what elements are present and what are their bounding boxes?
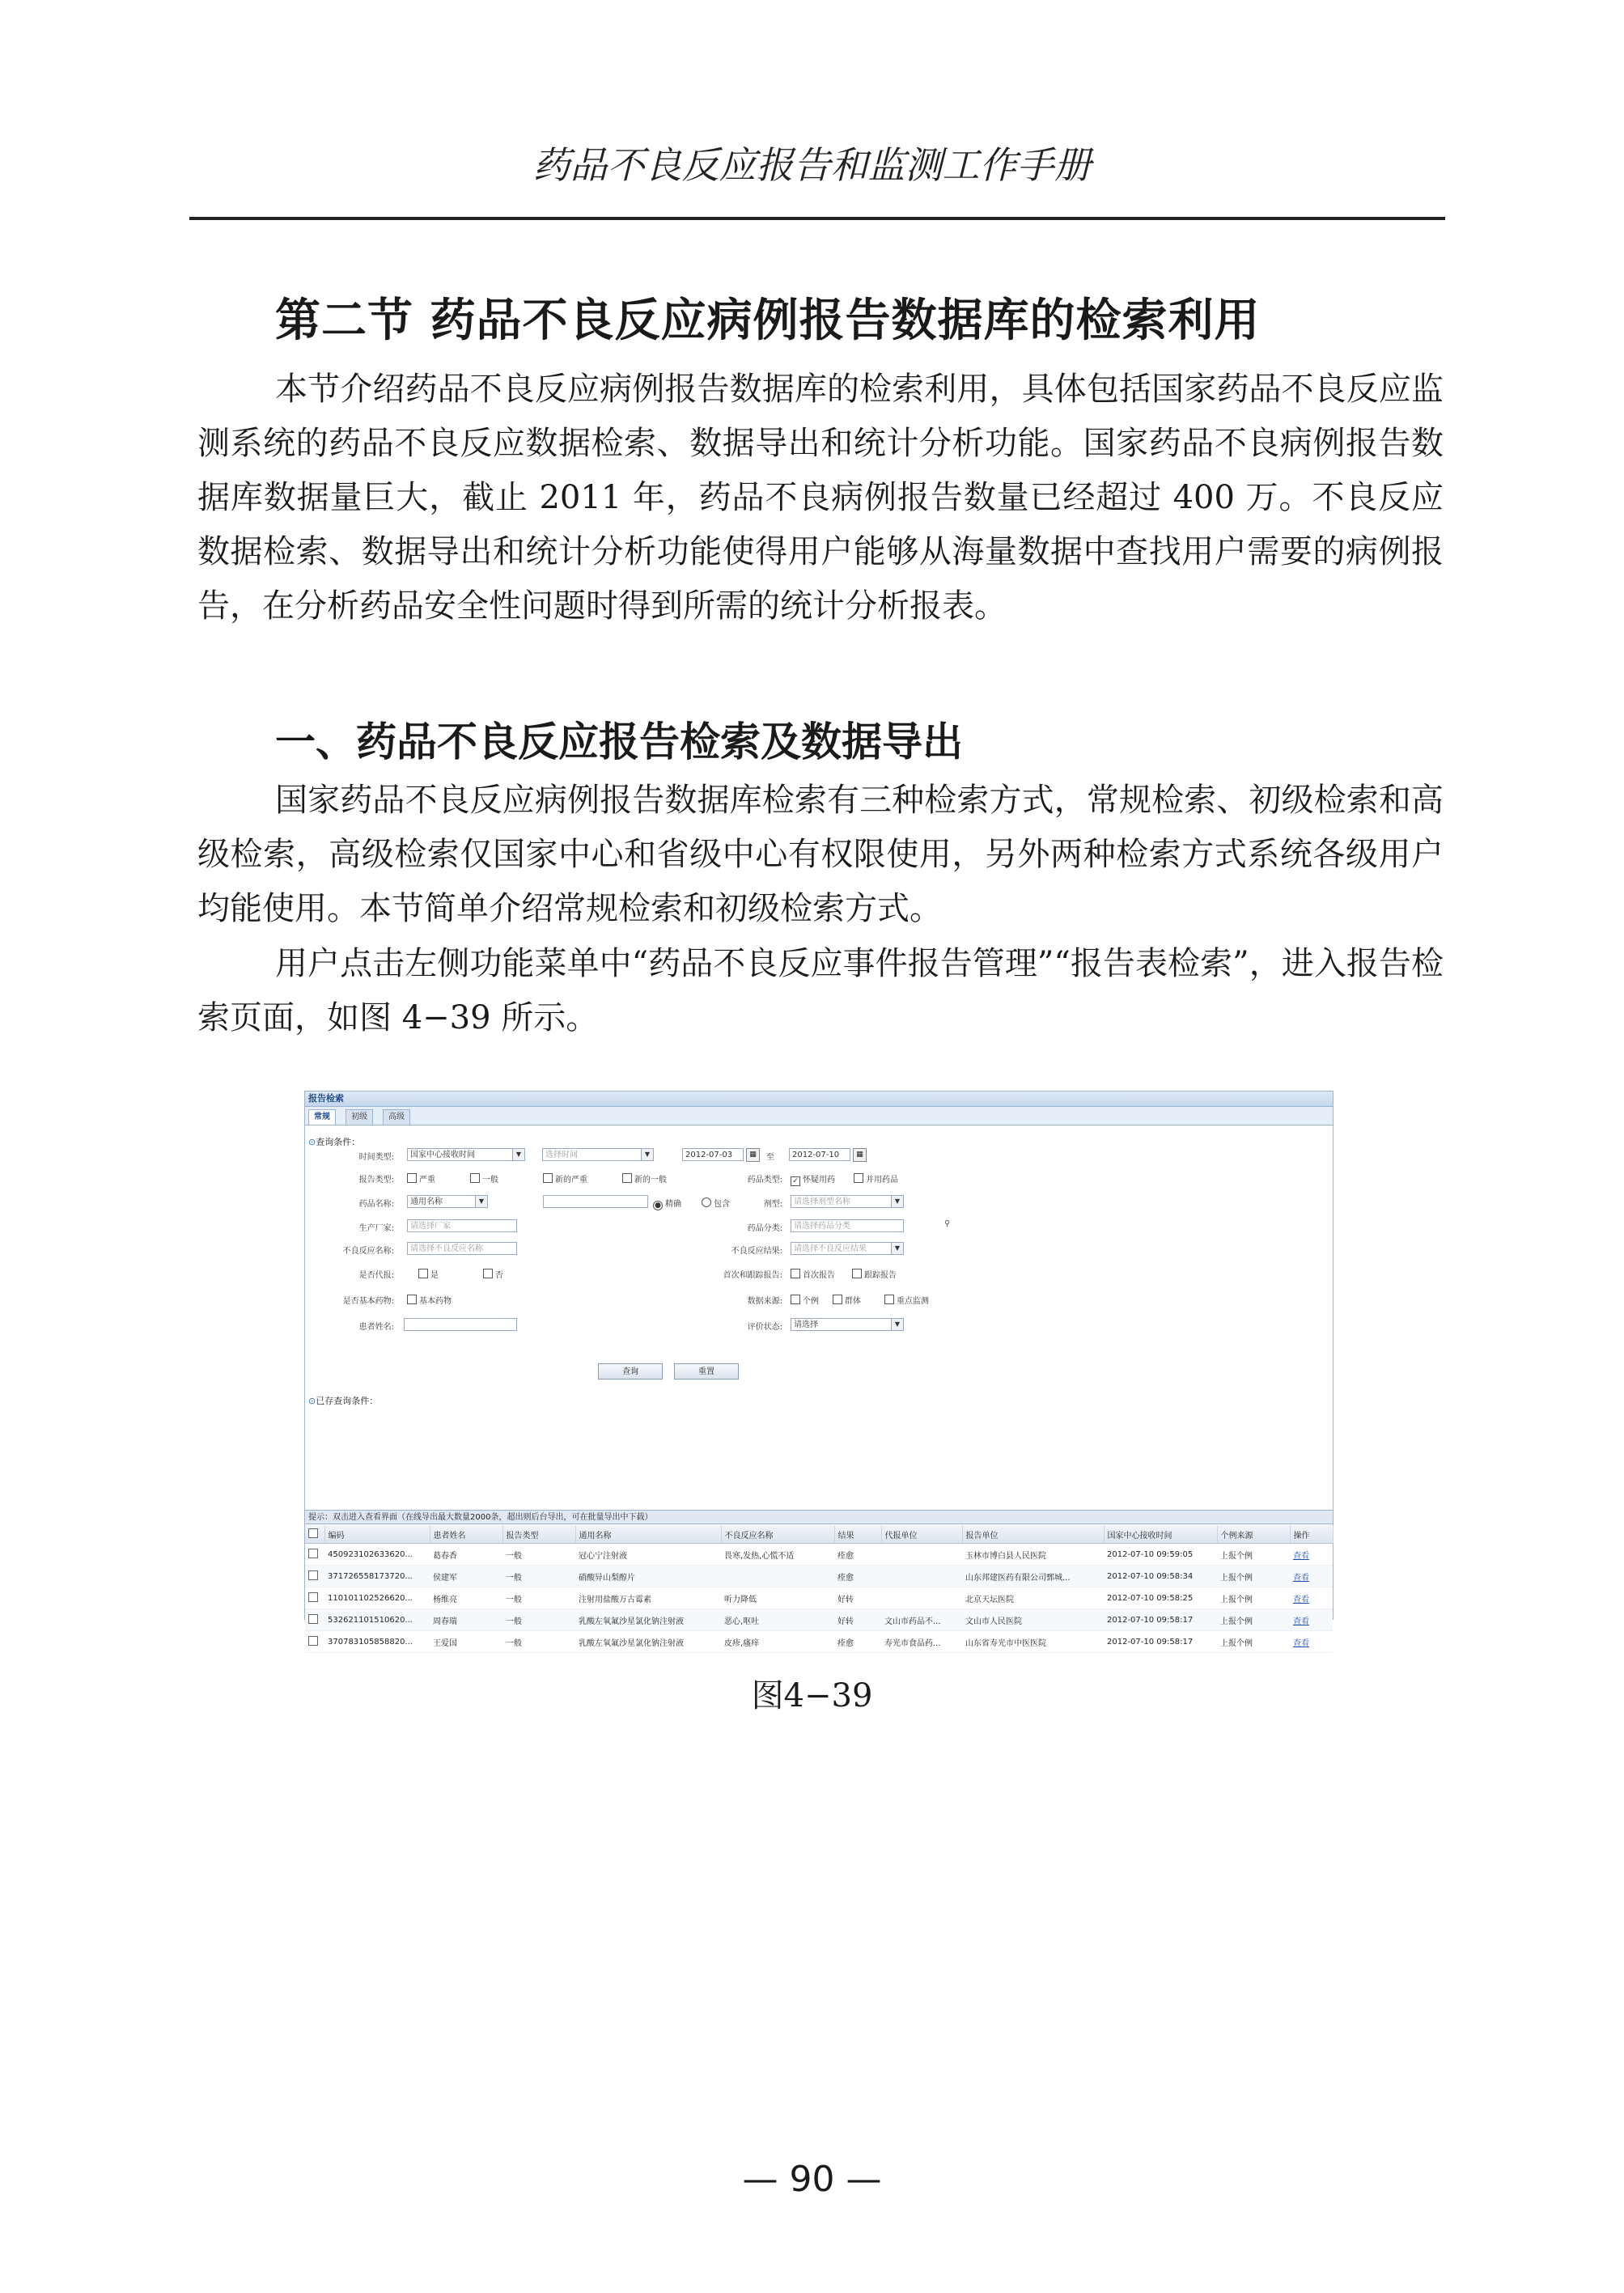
collapse-icon: ⊙: [308, 1137, 316, 1147]
drug-type-label: 药品类型:: [747, 1176, 782, 1185]
table-cell: 痊愈: [834, 1544, 881, 1566]
table-cell: 上报个例: [1217, 1587, 1290, 1609]
table-cell: 畏寒,发热,心慌不适: [721, 1544, 834, 1566]
adr-result-select[interactable]: 请选择不良反应结果 ▼: [791, 1242, 904, 1255]
table-row[interactable]: [305, 1566, 1333, 1587]
paragraph-intro: 本节介绍药品不良反应病例报告数据库的检索利用，具体包括国家药品不良反应监测系统的药品不良反应数据检索、数据导出和统计分析功能。国家药品不良病例报告数据库数据量巨大，截止 2011 年，药品不良病例报告数量已经超过 400 万。不良反应数据检索、数据导出和统计分析功能使得用户能够从海量数据中查找用户需要的病例报告，在分析药品安全性问题时得到所需的统计分析报表。: [197, 371, 1444, 625]
eval-status-label: 评价状态:: [747, 1323, 782, 1332]
saved-query-header[interactable]: ⊙已存查询条件：: [308, 1396, 379, 1406]
column-header[interactable]: 报告单位: [962, 1525, 1104, 1544]
chevron-down-icon: ▼: [512, 1149, 524, 1160]
column-header[interactable]: 患者姓名: [430, 1525, 502, 1544]
subsection-title: 一、药品不良反应报告检索及数据导出: [275, 718, 963, 765]
time-type-label: 时间类型:: [358, 1153, 394, 1162]
table-header-row: [305, 1525, 1333, 1544]
table-row[interactable]: [305, 1587, 1333, 1609]
checkbox-concomitant-drug[interactable]: 并用药品: [854, 1172, 898, 1185]
search-icon[interactable]: ⚲: [944, 1219, 951, 1228]
collapse-icon: ⊙: [308, 1396, 316, 1406]
query-conditions-header[interactable]: ⊙查询条件：: [308, 1137, 361, 1147]
table-cell: 痊愈: [834, 1631, 881, 1653]
data-source-label: 数据来源:: [747, 1297, 782, 1306]
table-cell: 2012-07-10 09:58:17: [1104, 1631, 1217, 1653]
checkbox-proxy-no[interactable]: 否: [483, 1268, 503, 1280]
first-followup-label: 首次和跟踪报告:: [723, 1271, 782, 1280]
table-cell: 文山市人民医院: [962, 1609, 1104, 1631]
column-header[interactable]: 结果: [834, 1525, 881, 1544]
table-cell: 450923102633620...: [324, 1544, 430, 1566]
table-cell: 532621101510620...: [324, 1609, 430, 1631]
column-header[interactable]: 编码: [324, 1525, 430, 1544]
table-cell: [881, 1544, 962, 1566]
time-type-select[interactable]: 国家中心接收时间 ▼: [407, 1148, 525, 1161]
table-cell: 山东邦建医药有限公司鄄城...: [962, 1566, 1104, 1587]
radio-contains[interactable]: 包含: [702, 1197, 730, 1209]
table-cell: 侯建军: [430, 1566, 502, 1587]
checkbox-serious[interactable]: 严重: [407, 1172, 435, 1185]
table-cell: 2012-07-10 09:58:25: [1104, 1587, 1217, 1609]
column-header[interactable]: 个例来源: [1217, 1525, 1290, 1544]
checkbox-proxy-yes[interactable]: 是: [418, 1268, 439, 1280]
table-cell: 杨维亮: [430, 1587, 502, 1609]
view-link[interactable]: 查看: [1293, 1638, 1309, 1648]
hint-bar: 提示：双击进入查看界面（在线导出最大数量2000条，超出则后台导出，可在批量导出中下载）: [305, 1510, 1333, 1524]
paragraph-search-modes: 国家药品不良反应病例报告数据库检索有三种检索方式，常规检索、初级检索和高级检索，高级检索仅国家中心和省级中心有权限使用，另外两种检索方式系统各级用户均能使用。本节简单介绍常规检索和初级检索方式。: [197, 782, 1444, 927]
table-cell: 370783105858820...: [324, 1631, 430, 1653]
tab-basic[interactable]: 初级: [346, 1109, 373, 1125]
table-cell: 王爱国: [430, 1631, 502, 1653]
row-checkbox[interactable]: [305, 1587, 324, 1609]
table-cell: 寿光市食品药...: [881, 1631, 962, 1653]
tab-advanced[interactable]: 高级: [383, 1109, 410, 1125]
view-link[interactable]: 查看: [1293, 1617, 1309, 1626]
table-cell: 2012-07-10 09:58:17: [1104, 1609, 1217, 1631]
table-cell: 上报个例: [1217, 1609, 1290, 1631]
search-tabs: [305, 1107, 1333, 1125]
adr-name-label: 不良反应名称:: [342, 1247, 394, 1256]
table-cell: 一般: [502, 1587, 575, 1609]
checkbox-first-report[interactable]: 首次报告: [791, 1268, 835, 1280]
table-cell: 听力降低: [721, 1587, 834, 1609]
tab-regular[interactable]: 常规: [308, 1109, 336, 1125]
table-cell: 371726558173720...: [324, 1566, 430, 1587]
checkbox-essential-drug[interactable]: 基本药物: [407, 1294, 452, 1306]
checkbox-suspected-drug[interactable]: ✓ 怀疑用药: [791, 1172, 835, 1186]
table-row[interactable]: [305, 1544, 1333, 1566]
proxy-report-label: 是否代报:: [358, 1271, 394, 1280]
table-cell: 痊愈: [834, 1566, 881, 1587]
date-from-input[interactable]: 2012-07-03: [682, 1148, 744, 1161]
date-to-label: 至: [766, 1153, 774, 1162]
patient-name-label: 患者姓名:: [358, 1323, 394, 1332]
table-cell: 冠心宁注射液: [575, 1544, 721, 1566]
table-cell: 恶心,呕吐: [721, 1609, 834, 1631]
section-title: 第二节 药品不良反应病例报告数据库的检索利用: [275, 295, 1261, 347]
table-cell: 2012-07-10 09:58:34: [1104, 1566, 1217, 1587]
table-cell: 北京天坛医院: [962, 1587, 1104, 1609]
drug-name-type-select[interactable]: 通用名称 ▼: [407, 1195, 488, 1208]
table-cell: 乳酸左氧氟沙星氯化钠注射液: [575, 1631, 721, 1653]
patient-name-input[interactable]: [404, 1318, 517, 1331]
table-cell: 葛春香: [430, 1544, 502, 1566]
dosage-form-label: 剂型:: [763, 1200, 782, 1209]
chevron-down-icon: ▼: [891, 1319, 903, 1330]
column-header[interactable]: 国家中心接收时间: [1104, 1525, 1217, 1544]
eval-status-select[interactable]: 请选择 ▼: [791, 1318, 904, 1331]
reset-button[interactable]: 重置: [674, 1363, 739, 1380]
row-checkbox[interactable]: [305, 1631, 324, 1653]
report-search-screenshot: [304, 1091, 1334, 1648]
time-select[interactable]: 选择时间 ▼: [542, 1148, 654, 1161]
table-row[interactable]: [305, 1609, 1333, 1631]
chevron-down-icon: ▼: [641, 1149, 653, 1160]
column-header[interactable]: 操作: [1290, 1525, 1333, 1544]
table-cell: 山东省寿光市中医医院: [962, 1631, 1104, 1653]
table-cell: 注射用盐酸万古霉素: [575, 1587, 721, 1609]
table-cell: 上报个例: [1217, 1544, 1290, 1566]
column-header[interactable]: 通用名称: [575, 1525, 721, 1544]
table-cell: 上报个例: [1217, 1566, 1290, 1587]
column-header[interactable]: 不良反应名称: [721, 1525, 834, 1544]
date-to-input[interactable]: 2012-07-10: [789, 1148, 850, 1161]
query-form: [305, 1125, 1333, 1417]
table-cell: [881, 1566, 962, 1587]
header-rule: [189, 217, 1445, 220]
table-cell: 好转: [834, 1587, 881, 1609]
drug-class-label: 药品分类:: [747, 1224, 782, 1233]
paragraph-navigation: 用户点击左侧功能菜单中“药品不良反应事件报告管理”“报告表检索”，进入报告检索页面，如图 4−39 所示。: [197, 945, 1444, 1036]
chevron-down-icon: ▼: [891, 1196, 903, 1207]
view-link[interactable]: 查看: [1293, 1573, 1309, 1583]
drug-name-input[interactable]: [543, 1195, 648, 1208]
chevron-down-icon: ▼: [891, 1243, 903, 1254]
column-header[interactable]: 报告类型: [502, 1525, 575, 1544]
table-cell: 上报个例: [1217, 1631, 1290, 1653]
report-type-label: 报告类型:: [358, 1176, 394, 1185]
checkbox-general[interactable]: 一般: [470, 1172, 498, 1185]
table-cell: 硝酸异山梨醇片: [575, 1566, 721, 1587]
query-button[interactable]: 查询: [598, 1363, 663, 1380]
dosage-form-select[interactable]: 请选择剂型名称 ▼: [791, 1195, 904, 1208]
checkbox-new-general[interactable]: 新的一般: [622, 1172, 667, 1185]
row-checkbox[interactable]: [305, 1609, 324, 1631]
checkbox-individual[interactable]: 个例: [791, 1294, 819, 1306]
table-row[interactable]: [305, 1631, 1333, 1653]
calendar-icon[interactable]: ▦: [853, 1148, 867, 1162]
results-table: [305, 1525, 1334, 1653]
radio-exact[interactable]: ● 精确: [653, 1197, 681, 1210]
table-cell: 皮疹,瘙痒: [721, 1631, 834, 1653]
table-cell: 文山市药品不...: [881, 1609, 962, 1631]
checkbox-new-serious[interactable]: 新的严重: [543, 1172, 587, 1185]
table-cell: [881, 1587, 962, 1609]
manufacturer-label: 生产厂家:: [358, 1224, 394, 1233]
checkbox-followup-report[interactable]: 跟踪报告: [852, 1268, 897, 1280]
essential-drug-label: 是否基本药物:: [342, 1297, 394, 1306]
drug-class-input[interactable]: 请选择药品分类: [791, 1219, 904, 1232]
figure-caption: 图4−39: [751, 1677, 873, 1714]
chevron-down-icon: ▼: [475, 1196, 487, 1207]
view-link[interactable]: 查看: [1293, 1551, 1309, 1561]
drug-name-label: 药品名称:: [358, 1200, 394, 1209]
table-cell: 一般: [502, 1609, 575, 1631]
table-cell: 一般: [502, 1544, 575, 1566]
table-cell: 周春瑞: [430, 1609, 502, 1631]
select-all-checkbox[interactable]: [305, 1525, 324, 1544]
table-cell: 一般: [502, 1566, 575, 1587]
checkbox-group[interactable]: 群体: [833, 1294, 861, 1306]
table-cell: 一般: [502, 1631, 575, 1653]
table-cell: 110101102526620...: [324, 1587, 430, 1609]
row-checkbox[interactable]: [305, 1544, 324, 1566]
table-cell: 2012-07-10 09:59:05: [1104, 1544, 1217, 1566]
view-link[interactable]: 查看: [1293, 1595, 1309, 1604]
table-cell: 好转: [834, 1609, 881, 1631]
table-cell: 乳酸左氧氟沙星氯化钠注射液: [575, 1609, 721, 1631]
adr-result-label: 不良反应结果:: [731, 1247, 782, 1256]
row-checkbox[interactable]: [305, 1566, 324, 1587]
manufacturer-input[interactable]: 请选择厂家: [407, 1219, 517, 1232]
adr-name-input[interactable]: 请选择不良反应名称: [407, 1242, 517, 1255]
checkbox-key-monitoring[interactable]: 重点监测: [884, 1294, 929, 1306]
running-head: 药品不良反应报告和监测工作手册: [532, 143, 1092, 187]
table-cell: 玉林市博白县人民医院: [962, 1544, 1104, 1566]
table-cell: [721, 1566, 834, 1587]
calendar-icon[interactable]: ▦: [746, 1148, 760, 1162]
column-header[interactable]: 代报单位: [881, 1525, 962, 1544]
page-number: — 90 —: [742, 2159, 882, 2200]
window-title: 报告检索: [305, 1091, 1333, 1107]
